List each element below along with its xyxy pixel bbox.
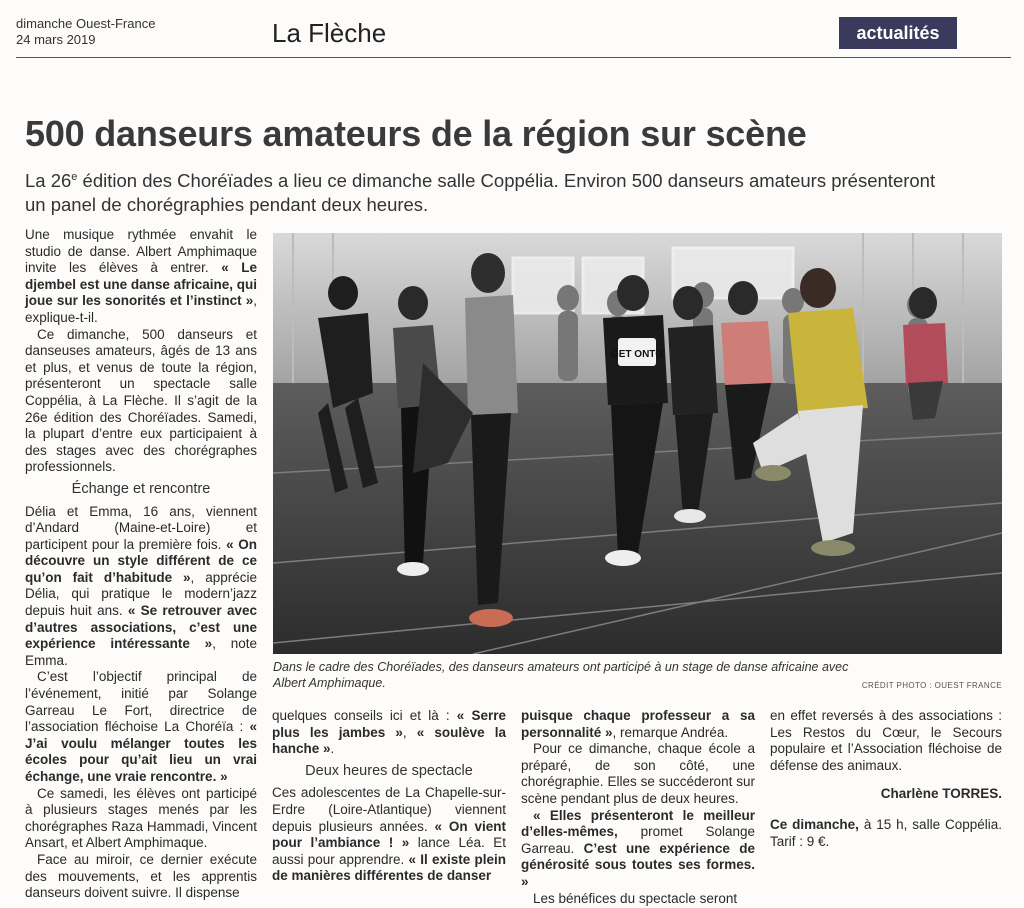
quote: « Serre plus les jambes » bbox=[272, 708, 506, 740]
shirt-text: GET ONTO bbox=[610, 349, 664, 360]
article-headline: 500 danseurs amateurs de la région sur scène bbox=[25, 113, 807, 154]
text: promet Solange Garreau. bbox=[521, 824, 755, 856]
standfirst-rest: édition des Choréïades a lieu ce dimanche salle Coppélia. Environ 500 danseurs amateurs présenteront un panel de chorégraphies pendant deux heures. bbox=[25, 170, 936, 216]
quote: « J’ai voulu mélanger toutes les écoles pour qu’ait lieu un vrai échange, une vraie rencontre. » bbox=[25, 719, 257, 784]
text: Une musique rythmée envahit le studio de danse. Albert Amphimaque invite les élèves à entrer. bbox=[25, 227, 257, 276]
paragraph: Les bénéfices du spectacle seront bbox=[533, 890, 738, 906]
text: lance Léa. Et aussi pour apprendre. bbox=[272, 835, 506, 867]
text: , note Emma. bbox=[25, 636, 258, 668]
article-column-2 bbox=[272, 708, 506, 885]
source-date: 24 mars 2019 bbox=[16, 32, 96, 47]
subheading: Deux heures de spectacle bbox=[305, 762, 473, 779]
article-column-1 bbox=[25, 227, 257, 902]
event-info bbox=[770, 817, 1002, 850]
quote: puisque chaque professeur a sa personnalité » bbox=[521, 708, 755, 740]
paragraph bbox=[272, 785, 506, 885]
paragraph bbox=[25, 227, 257, 327]
text: , explique-t-il. bbox=[25, 293, 257, 325]
paragraph: Face au miroir, ce dernier exécute des mouvements, et les apprentis danseurs doivent suivre. Il dispense bbox=[25, 851, 257, 901]
section-title: La Flèche bbox=[272, 18, 387, 48]
quote: « Le djembel est une danse africaine, qui joue sur les sonorités et l’instinct » bbox=[25, 260, 257, 309]
dance-class-photo bbox=[273, 233, 1002, 654]
text: Ces adolescentes de La Chapelle-sur-Erdre (Loire-Atlantique) viennent depuis plusieurs années. bbox=[272, 785, 506, 834]
source-name: dimanche Ouest-France bbox=[16, 16, 156, 31]
article-column-4 bbox=[770, 708, 1002, 850]
text: quelques conseils ici et là : bbox=[272, 708, 457, 723]
quote: « soulève la hanche » bbox=[272, 724, 506, 757]
paragraph bbox=[25, 504, 257, 670]
quote: « Elles présenteront le meilleur d’elles-mêmes, bbox=[521, 807, 755, 840]
subheading: Échange et rencontre bbox=[71, 480, 211, 497]
quote: C’est une expérience de générosité sous toutes ses formes. » bbox=[521, 840, 755, 889]
paragraph: Ce dimanche, 500 danseurs et danseuses amateurs, âgés de 13 ans et plus, et venus de toute la région, présenteront un spectacle salle Coppélia, à La Flèche. Il s’agit de la 26e édition des Choréïades. Samedi, la plupart d’entre eux participaient à des stages avec des chorégraphes professionnels. bbox=[25, 326, 257, 475]
event-info-label: Ce dimanche, bbox=[770, 816, 859, 832]
article-standfirst bbox=[25, 165, 955, 217]
event-info-details: à 15 h, salle Coppélia. Tarif : 9 €. bbox=[770, 816, 1003, 849]
quote: « On vient pour l’ambiance ! » bbox=[272, 818, 506, 851]
quote: « On découvre un style différent de ce qu’on fait d’habitude » bbox=[25, 536, 257, 585]
paragraph: Ce samedi, les élèves ont participé à plusieurs stages menés par les chorégraphes Raza Hammadi, Vincent Ansart, et Albert Amphimaque. bbox=[25, 785, 257, 851]
text: , remarque Andréa. bbox=[612, 724, 729, 740]
text: Délia et Emma, 16 ans, viennent d’Andard (Maine-et-Loire) et participent pour la première fois. bbox=[25, 503, 257, 552]
article-photo bbox=[273, 233, 1002, 654]
paragraph: Pour ce dimanche, chaque école a préparé, de son côté, une chorégraphie. Elles se succéderont sur scène pendant plus de deux heures. bbox=[521, 741, 755, 806]
paragraph bbox=[521, 708, 755, 741]
paragraph bbox=[521, 808, 755, 891]
photo-credit: CRÉDIT PHOTO : OUEST FRANCE bbox=[861, 681, 1002, 690]
paragraph bbox=[272, 708, 506, 758]
text: . bbox=[330, 741, 335, 757]
rubric-badge: actualités bbox=[839, 17, 957, 49]
standfirst-sup: e bbox=[71, 171, 78, 183]
paragraph bbox=[25, 669, 257, 785]
text: , bbox=[402, 724, 417, 740]
quote: « Il existe plein de manières différentes de danser bbox=[272, 851, 506, 884]
text: , apprécie Délia, qui pratique le modern’jazz depuis huit ans. bbox=[25, 569, 257, 619]
article-column-3 bbox=[521, 708, 755, 907]
quote: « Se retrouver avec d’autres associations, c’est une expérience intéressante » bbox=[25, 603, 257, 652]
standfirst-start: La 26 bbox=[25, 170, 72, 192]
newspaper-source bbox=[16, 16, 155, 48]
header-divider bbox=[16, 57, 1011, 58]
author-signature: Charlène TORRES. bbox=[880, 786, 1002, 802]
photo-caption: Dans le cadre des Choréïades, des danseurs amateurs ont participé à un stage de danse africaine avec Albert Amphimaque. bbox=[273, 660, 849, 690]
paragraph: en effet reversés à des associations : Les Restos du Cœur, le Secours populaire et l’Association fléchoise de défense des animaux. bbox=[770, 708, 1002, 773]
text: C’est l’objectif principal de l’événement, initié par Solange Garreau Le Fort, directrice de l’association fléchoise La Choréïa : bbox=[25, 669, 257, 735]
